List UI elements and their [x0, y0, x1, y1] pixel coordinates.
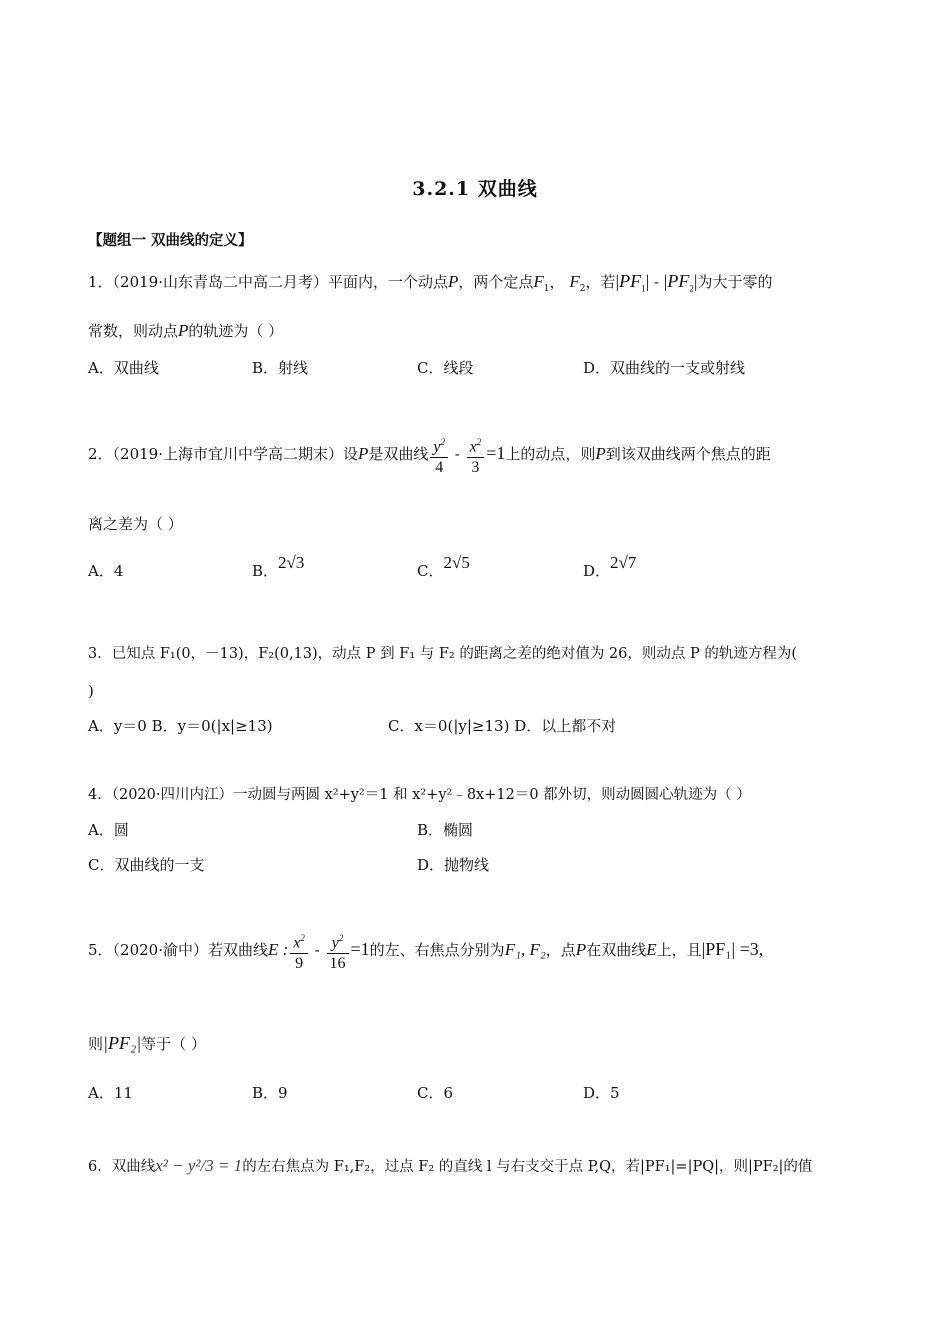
q5-option-d[interactable]: D．5	[583, 1084, 620, 1102]
q5-text-a: 5．（2020·渝中）若双曲线	[88, 941, 268, 960]
section-heading: 【题组一 双曲线的定义】	[88, 232, 253, 249]
q3-line2: )	[88, 682, 94, 700]
q2-var-p2: P	[595, 444, 606, 464]
q2-option-d-math: 2√7	[610, 553, 637, 572]
q2-option-c-label: C．	[417, 562, 444, 580]
q4-option-b[interactable]: B．椭圆	[417, 821, 474, 839]
q1-text-c: ，若	[585, 273, 616, 291]
q1-text-a: 1．（2019·山东青岛二中高二月考）平面内，一个动点	[88, 273, 448, 291]
page-title: 3.2.1 双曲线	[412, 178, 538, 200]
q2-option-c-math: 2√5	[443, 553, 470, 572]
q5-e-label: E :	[268, 940, 289, 960]
q1-f1-sub: 1	[543, 284, 550, 294]
q4-option-a[interactable]: A．圆	[88, 821, 129, 839]
q5-text-f: 则	[88, 1035, 104, 1053]
q2-option-b-math: 2√3	[278, 553, 305, 572]
q5-var-p: P	[575, 940, 587, 960]
q2-option-b-label: B．	[252, 562, 279, 580]
q2-text-d: 到该双曲线两个焦点的距	[605, 445, 771, 464]
q2-eq: =1	[486, 443, 506, 464]
q5-text-d: 在双曲线	[586, 941, 647, 960]
q2-frac1-num: y	[433, 438, 441, 456]
q5-frac1-num: x	[293, 934, 301, 952]
q1-pf-b: PF	[667, 271, 690, 291]
q2-option-a[interactable]: A．4	[88, 562, 124, 580]
q1-line1: 1．（2019·山东青岛二中高二月考）平面内，一个动点P，两个定点$F_1$， $F_2$，若$|PF_1| - |PF_2|$为大于零的	[88, 271, 773, 294]
q1-f1: F	[533, 272, 544, 291]
q5-text-g: 等于（ ）	[141, 1035, 206, 1053]
q2-text-a: 2．（2019·上海市宜川中学高二期末）设	[88, 445, 358, 464]
q1-sep: ，	[549, 273, 565, 291]
q1-pf-sub2: 2	[689, 283, 694, 294]
q1-var-p: P	[448, 272, 459, 291]
q5-var-e: E	[646, 940, 657, 960]
q2-frac-y: $\frac{y^2}{4}$	[430, 432, 448, 478]
q6-text-a: 6．双曲线	[88, 1159, 156, 1175]
q1-abs-pf2: $|PF_2|$	[663, 271, 698, 294]
q5-pf1: |PF₁| =3,	[701, 939, 764, 960]
q1-text-b: ，两个定点	[458, 273, 534, 291]
q5-text-c: ，点	[545, 941, 576, 960]
q1-text-e: 常数，则动点	[88, 322, 179, 340]
q1-pf-a: PF	[619, 271, 642, 291]
q6-line1	[88, 1145, 812, 1188]
q1-f2-sub: 2	[579, 284, 586, 294]
q5-frac1-den: 9	[295, 955, 304, 973]
q6-text-b: 的左右焦点为 F₁,F₂，过点 F₂ 的直线 l 与右支交于点 P,Q，若|PF₁|=|PQ|，则|PF₂|的值	[242, 1159, 813, 1175]
q1-option-b[interactable]: B．射线	[252, 359, 309, 377]
q2-option-d-label: D．	[583, 562, 611, 580]
q2-option-d[interactable]	[583, 552, 637, 580]
q1-line2	[88, 320, 283, 342]
q5-text-b: 的左、右焦点分别为	[369, 941, 505, 960]
q1-text-f: 的轨迹为（ ）	[188, 322, 284, 340]
q2-option-c[interactable]	[417, 552, 470, 580]
q5-text-e: 上，且	[656, 941, 702, 960]
q5-line2	[88, 1032, 206, 1055]
q1-option-c[interactable]: C．线段	[417, 359, 474, 377]
q3-option-cd[interactable]: C．x＝0(|y|≥13) D．以上都不对	[388, 717, 617, 735]
q3-line1: 3．已知点 F₁(0，－13)，F₂(0,13)，动点 P 到 F₁ 与 F₂ 的距离之差的绝对值为 26，则动点 P 的轨迹方程为(	[88, 646, 798, 662]
q5-pf2: |PF₂|	[103, 1033, 142, 1053]
q5-eq: =1	[350, 939, 370, 960]
q5-option-b[interactable]: B．9	[252, 1084, 288, 1102]
q5-frac2-num: y	[331, 934, 339, 952]
q5-option-a[interactable]: A．11	[88, 1084, 133, 1102]
q5-option-c[interactable]: C．6	[417, 1084, 454, 1102]
q5-frac-y: $\frac{y^2}{16}$	[327, 928, 349, 974]
q2-frac-x: $\frac{x^2}{3}$	[467, 432, 485, 478]
q1-var-p2: P	[178, 321, 189, 340]
q5-frac2-den: 16	[329, 955, 346, 973]
q3-option-ab[interactable]: A．y＝0 B．y＝0(|x|≥13)	[88, 717, 273, 735]
q4-option-c[interactable]: C．双曲线的一支	[88, 856, 205, 874]
q1-option-a[interactable]: A．双曲线	[88, 359, 159, 377]
q2-frac2-num: x	[469, 438, 477, 456]
q2-text-b: 是双曲线	[368, 445, 429, 464]
q2-frac2-den: 3	[471, 459, 480, 477]
q1-option-d[interactable]: D．双曲线的一支或射线	[583, 359, 746, 377]
q1-f2: F	[569, 272, 580, 291]
q2-var-p: P	[358, 444, 369, 464]
q4-line1: 4．（2020·四川内江）一动圆与两圆 x²+y²＝1 和 x²+y²﹣8x+12＝0 都外切，则动圆圆心轨迹为（ ）	[88, 787, 751, 803]
q1-pf-sub1: 1	[641, 283, 646, 294]
q5-foci: F₁, F₂	[504, 940, 546, 960]
q2-line1: 2．（2019·上海市宜川中学高二期末）设P是双曲线 $\frac{y^2}{4}$ - $\frac{x^2}{3}$ =1上的动点，则P到该双曲线两个焦点的距	[88, 432, 771, 478]
q4-option-d[interactable]: D．抛物线	[417, 856, 490, 874]
q2-line2: 离之差为（ ）	[88, 515, 183, 533]
q2-option-b[interactable]	[252, 552, 305, 580]
q5-line1: 5．（2020·渝中）若双曲线E : $\frac{x^2}{9}$ - $\frac{y^2}{16}$ =1的左、右焦点分别为F₁, F₂，点P在双曲线E上，且|PF₁| =3,	[88, 928, 763, 974]
q2-text-c: 上的动点，则	[505, 445, 596, 464]
q1-abs-pf1: $|PF_1|$	[615, 271, 650, 294]
q5-frac-x: $\frac{x^2}{9}$	[290, 928, 308, 974]
q1-text-d: 为大于零的	[697, 273, 773, 291]
q2-frac1-den: 4	[435, 459, 444, 477]
q6-math: x² − y²/3 = 1	[155, 1156, 243, 1175]
